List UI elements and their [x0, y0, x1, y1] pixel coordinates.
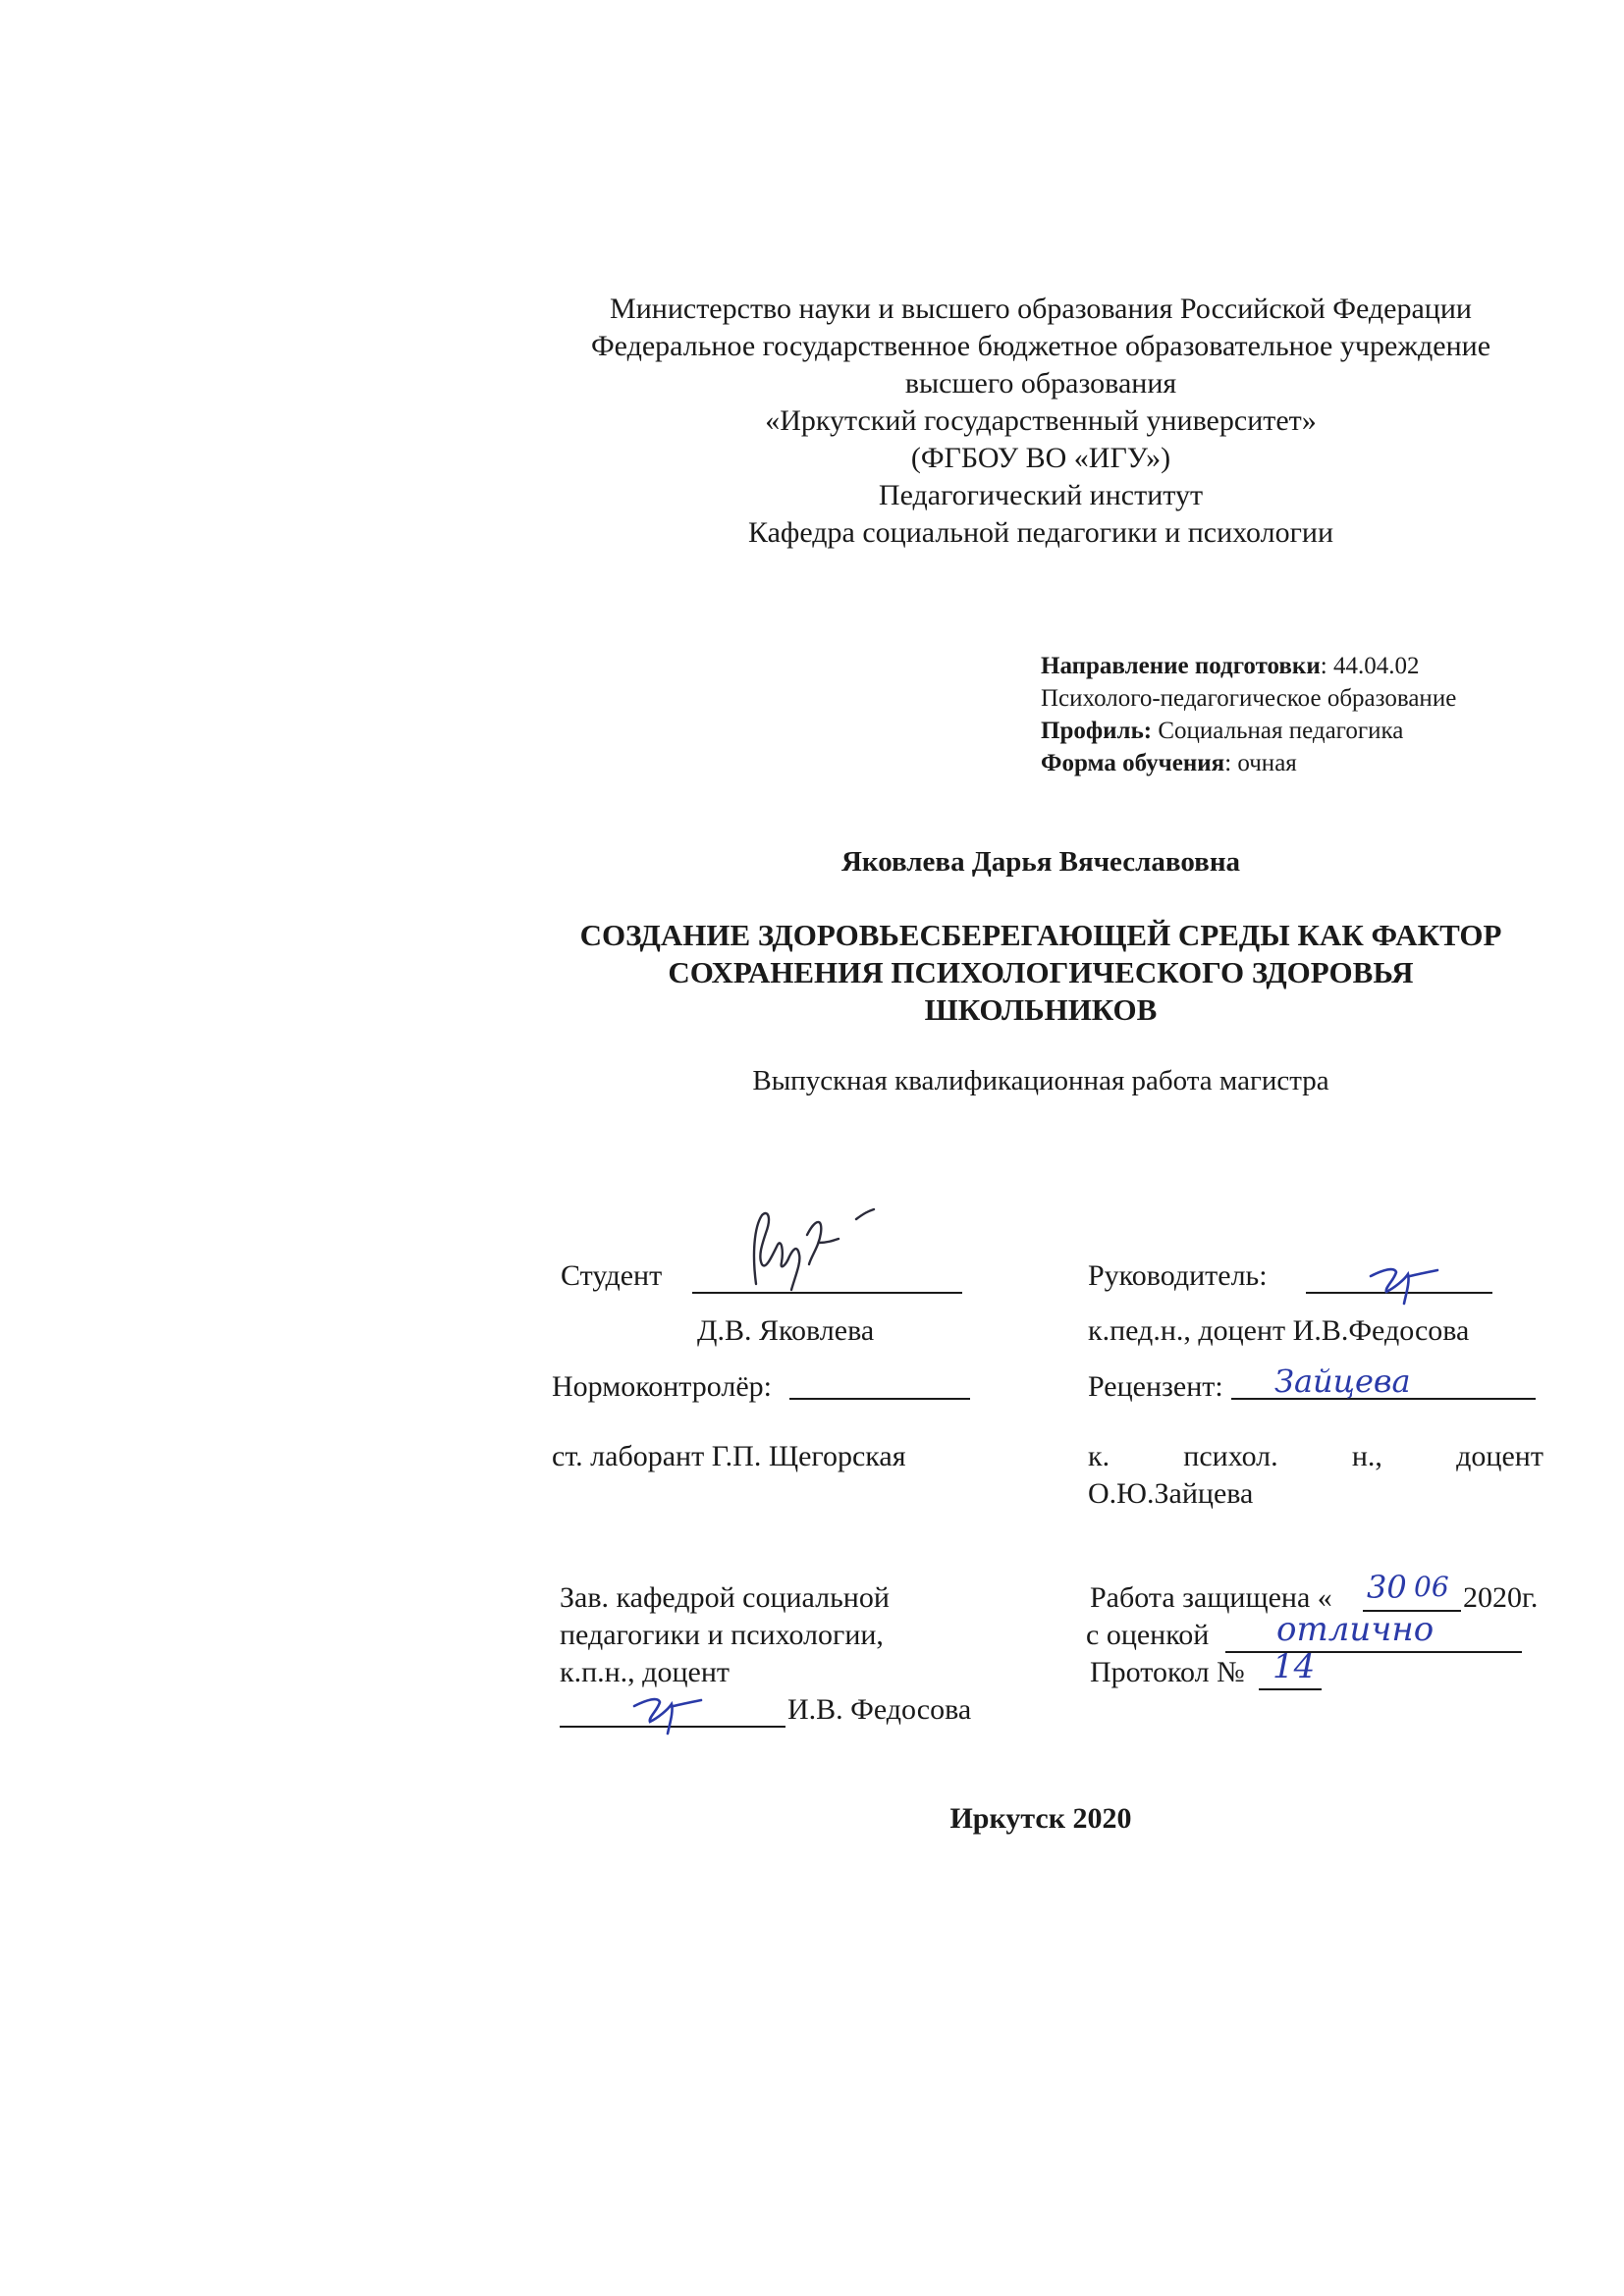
defense-date-month: 06	[1414, 1571, 1449, 1603]
form-value: : очная	[1224, 750, 1297, 776]
reviewer-name: О.Ю.Зайцева	[1088, 1477, 1254, 1510]
head-line-3: к.п.н., доцент	[560, 1656, 730, 1688]
direction-label: Направление подготовки	[1041, 653, 1321, 679]
thesis-title-line: СОЗДАНИЕ ЗДОРОВЬЕСБЕРЕГАЮЩЕЙ СРЕДЫ КАК ФАКТОР	[579, 918, 1502, 952]
profile-label: Профиль:	[1041, 718, 1153, 744]
direction-name: Психолого-педагогическое образование	[1041, 685, 1457, 712]
reviewer-word: доцент	[1456, 1440, 1543, 1472]
header-line: Педагогический институт	[878, 479, 1204, 511]
profile-value: Социальная педагогика	[1152, 718, 1404, 744]
defense-protected-label: Работа защищена «	[1090, 1581, 1332, 1614]
header-line: (ФГБОУ ВО «ИГУ»)	[910, 442, 1171, 474]
header-line: «Иркутский государственный университет»	[765, 404, 1317, 437]
form-label: Форма обучения	[1041, 750, 1225, 776]
supervisor-signature	[1365, 1258, 1443, 1308]
reviewer-title-row	[1088, 1437, 1543, 1475]
reviewer-word: н.,	[1351, 1440, 1382, 1472]
grade-line	[1225, 1651, 1522, 1653]
header-line: высшего образования	[904, 367, 1177, 400]
normcontroller-label: Нормоконтролёр:	[552, 1370, 773, 1403]
program-info	[1041, 650, 1456, 779]
header-line: Федеральное государственное бюджетное образовательное учреждение	[590, 330, 1491, 362]
work-type: Выпускная квалификационная работа магистра	[752, 1065, 1329, 1096]
defense-date-day: 30	[1367, 1569, 1407, 1606]
student-name: Д.В. Яковлева	[697, 1314, 875, 1347]
grade-handwritten: отлично	[1276, 1610, 1435, 1649]
reviewer-label: Рецензент:	[1088, 1370, 1223, 1403]
supervisor-name: к.пед.н., доцент И.В.Федосова	[1088, 1314, 1470, 1347]
protocol-label: Протокол №	[1090, 1656, 1245, 1688]
defense-year: 2020г.	[1463, 1581, 1539, 1614]
header-line: Министерство науки и высшего образования Российской Федерации	[610, 293, 1472, 325]
normcontroller-name: ст. лаборант Г.П. Щегорская	[552, 1440, 906, 1472]
protocol-line	[1259, 1688, 1322, 1690]
head-name: И.В. Федосова	[787, 1693, 972, 1726]
author-name: Яковлева Дарья Вячеславовна	[840, 846, 1241, 878]
student-signature	[738, 1205, 905, 1304]
head-line-2: педагогики и психологии,	[560, 1619, 884, 1651]
normcontroller-signature-line	[789, 1398, 970, 1400]
reviewer-handwritten-signature: Зайцева	[1274, 1362, 1411, 1400]
thesis-title	[530, 917, 1551, 1029]
thesis-title-line: СОХРАНЕНИЯ ПСИХОЛОГИЧЕСКОГО ЗДОРОВЬЯ	[668, 955, 1414, 989]
header-line: Кафедра социальной педагогики и психологии	[747, 516, 1334, 549]
head-signature	[628, 1688, 707, 1737]
thesis-title-line: ШКОЛЬНИКОВ	[924, 992, 1158, 1027]
reviewer-word: к.	[1088, 1440, 1110, 1472]
supervisor-label: Руководитель:	[1088, 1259, 1268, 1292]
institution-header	[530, 291, 1551, 552]
head-line-1: Зав. кафедрой социальной	[560, 1581, 890, 1614]
grade-label: с оценкой	[1086, 1619, 1210, 1651]
reviewer-word: психол.	[1183, 1440, 1278, 1472]
city-year: Иркутск 2020	[949, 1802, 1132, 1835]
student-label: Студент	[561, 1259, 663, 1292]
direction-code: : 44.04.02	[1320, 653, 1420, 679]
protocol-number: 14	[1272, 1647, 1316, 1686]
